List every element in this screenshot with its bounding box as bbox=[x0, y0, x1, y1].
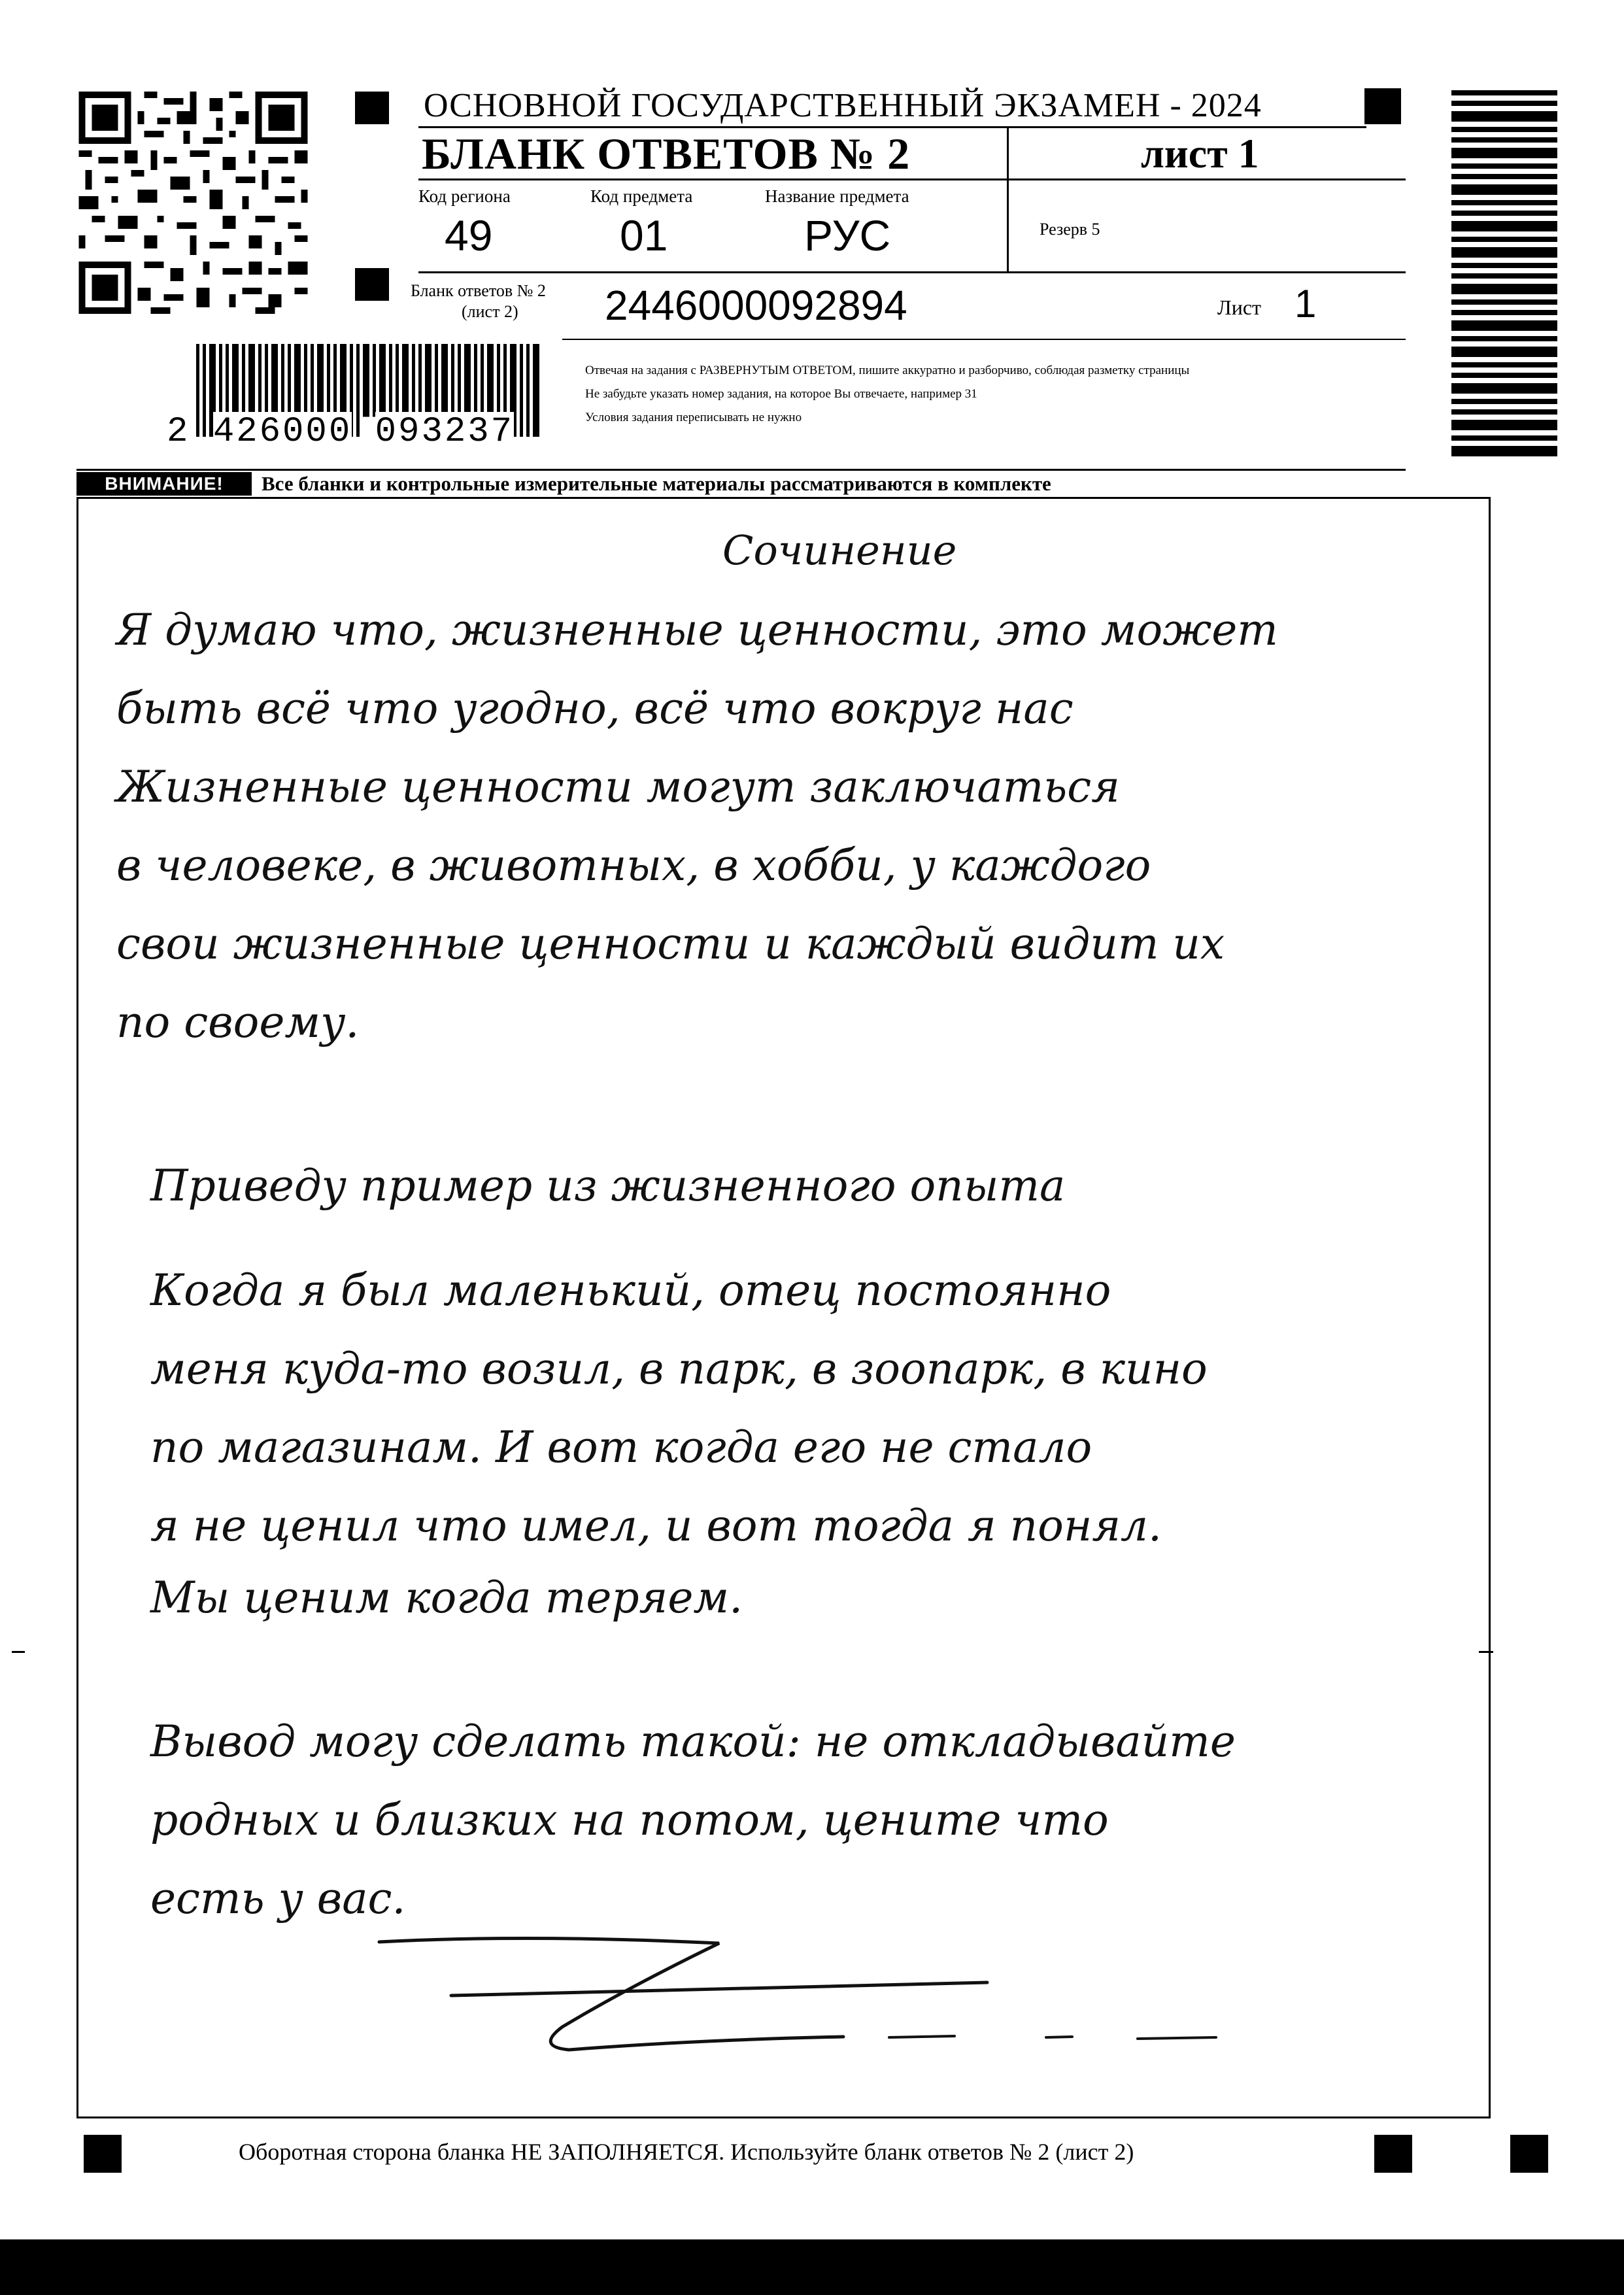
essay-line-4: в человеке, в животных, в хобби, у каждого bbox=[116, 840, 1151, 891]
essay-line-1: Я думаю что, жизненные ценности, это может bbox=[116, 605, 1278, 655]
form-title: БЛАНК ОТВЕТОВ № 2 bbox=[422, 129, 911, 178]
barcode-digit-group-2: 426000 bbox=[212, 412, 352, 452]
essay-line-14: родных и близких на потом, цените что bbox=[150, 1795, 1109, 1845]
essay-line-3: Жизненные ценности могут заключаться bbox=[116, 762, 1120, 812]
sheet-label: лист 1 bbox=[1141, 130, 1259, 177]
essay-line-11: я не ценил что имел, и вот тогда я понял. bbox=[150, 1501, 1162, 1551]
margin-dash-right bbox=[1479, 1651, 1493, 1653]
barcode-digits bbox=[167, 412, 533, 452]
warning-text: Все бланки и контрольные измерительные материалы рассматриваются в комплекте bbox=[262, 472, 1051, 495]
sheet-word: Лист bbox=[1217, 296, 1262, 319]
blank-ref-line1: Бланк ответов № 2 bbox=[411, 281, 546, 300]
essay-line-5: свои жизненные ценности и каждый видит их bbox=[116, 919, 1225, 969]
exam-title: ОСНОВНОЙ ГОСУДАРСТВЕННЫЙ ЭКЗАМЕН - 2024 bbox=[424, 87, 1262, 124]
subject-name-value: РУС bbox=[804, 211, 891, 260]
essay-line-12: Мы ценим когда теряем. bbox=[150, 1572, 743, 1623]
vertical-barcode bbox=[1451, 90, 1557, 456]
alignment-square-bottom-left bbox=[84, 2135, 122, 2173]
region-code-label: Код региона bbox=[418, 186, 511, 206]
subject-code-value: 01 bbox=[620, 211, 668, 260]
cancellation-stroke bbox=[366, 1929, 1281, 2092]
essay-line-13: Вывод могу сделать такой: не откладывайте bbox=[150, 1716, 1236, 1767]
alignment-square-top-right bbox=[1364, 88, 1401, 124]
sheet-number: 1 bbox=[1294, 282, 1317, 326]
essay-line-7: Приведу пример из жизненного опыта bbox=[150, 1161, 1066, 1211]
blank-number: 2446000092894 bbox=[605, 282, 907, 329]
essay-line-10: по магазинам. И вот когда его не стало bbox=[150, 1422, 1092, 1472]
alignment-square-bottom-right bbox=[1510, 2135, 1548, 2173]
header-rule-3 bbox=[562, 339, 1406, 340]
bottom-band bbox=[0, 2239, 1624, 2295]
essay-title: Сочинение bbox=[722, 526, 957, 574]
alignment-square-mid-left bbox=[355, 268, 389, 301]
essay-line-8: Когда я был маленький, отец постоянно bbox=[150, 1265, 1111, 1316]
qr-code bbox=[77, 92, 309, 314]
barcode-digit-group-3: 093237 bbox=[375, 412, 515, 452]
instruction-line-2: Не забудьте указать номер задания, на которое Вы отвечаете, например 31 bbox=[585, 387, 977, 401]
instruction-line-3: Условия задания переписывать не нужно bbox=[585, 411, 802, 424]
reserve-field: Резерв 5 bbox=[1040, 220, 1100, 239]
region-code-value: 49 bbox=[445, 211, 493, 260]
instruction-line-1: Отвечая на задания с РАЗВЕРНУТЫМ ОТВЕТОМ, пишите аккуратно и разборчиво, соблюдая разметку страницы bbox=[585, 364, 1190, 377]
warning-rule bbox=[76, 469, 1406, 471]
header-rule-2 bbox=[418, 271, 1406, 273]
subject-name-label: Название предмета bbox=[765, 186, 909, 206]
alignment-square-bottom-mid bbox=[1374, 2135, 1412, 2173]
footer-note: Оборотная сторона бланка НЕ ЗАПОЛНЯЕТСЯ. Используйте бланк ответов № 2 (лист 2) bbox=[239, 2139, 1134, 2165]
header-divider bbox=[1007, 128, 1009, 272]
essay-line-2: быть всё что угодно, всё что вокруг нас bbox=[116, 683, 1074, 734]
essay-line-15: есть у вас. bbox=[150, 1873, 406, 1924]
barcode-digit-group-1: 2 bbox=[167, 412, 190, 452]
blank-ref-line2: (лист 2) bbox=[462, 302, 518, 321]
essay-line-6: по своему. bbox=[116, 997, 360, 1047]
margin-dash-left bbox=[12, 1651, 25, 1653]
subject-code-label: Код предмета bbox=[590, 186, 693, 206]
header-rule-1 bbox=[418, 178, 1406, 180]
essay-line-9: меня куда-то возил, в парк, в зоопарк, в кино bbox=[150, 1344, 1208, 1394]
warning-label: ВНИМАНИЕ! bbox=[76, 472, 252, 496]
alignment-square-top-left bbox=[355, 92, 389, 124]
